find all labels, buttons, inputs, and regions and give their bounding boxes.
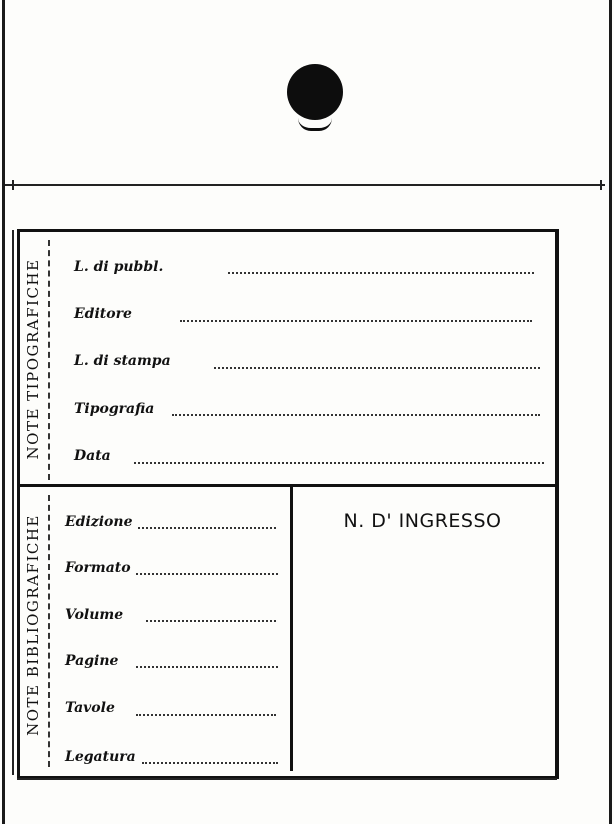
field-line-legatura[interactable]	[142, 762, 278, 764]
field-line-tipografia[interactable]	[172, 414, 540, 416]
card-left-edge	[2, 0, 5, 824]
fold-line	[5, 184, 605, 186]
field-label-edizione: Edizione	[65, 514, 133, 530]
field-label-data: Data	[74, 448, 111, 464]
column-divider	[290, 487, 293, 771]
field-label-legatura: Legatura	[65, 749, 136, 765]
field-line-pagine[interactable]	[136, 666, 278, 668]
field-label-tavole: Tavole	[65, 700, 115, 716]
fold-tick-left	[0, 180, 14, 190]
section-label-note-tipografiche: NOTE TIPOGRAFICHE	[24, 258, 42, 460]
field-line-luogo-stampa[interactable]	[214, 367, 540, 369]
section-label-note-bibliografiche: NOTE BIBLIOGRAFICHE	[24, 514, 42, 736]
label-column-rule-bottom	[48, 495, 50, 767]
field-label-formato: Formato	[65, 560, 131, 576]
card-right-edge	[609, 0, 612, 824]
frame-outer-left-rule	[12, 230, 14, 775]
field-label-luogo-pubblicazione: L. di pubbl.	[74, 259, 164, 275]
numero-ingresso-label: N. D' INGRESSO	[343, 510, 502, 532]
field-line-tavole[interactable]	[136, 714, 276, 716]
field-label-tipografia: Tipografia	[74, 401, 155, 417]
field-line-data[interactable]	[134, 462, 544, 464]
field-line-edizione[interactable]	[138, 527, 276, 529]
label-column-rule-top	[48, 240, 50, 480]
punch-hole	[287, 64, 343, 120]
punch-hole-tear	[298, 118, 332, 131]
field-label-pagine: Pagine	[65, 653, 119, 669]
fold-tick-right	[600, 180, 614, 190]
field-label-editore: Editore	[74, 306, 132, 322]
frame-bottom-rule	[17, 778, 557, 780]
field-line-volume[interactable]	[146, 620, 276, 622]
field-line-luogo-pubblicazione[interactable]	[228, 272, 534, 274]
section-divider	[17, 484, 555, 487]
field-label-luogo-stampa: L. di stampa	[74, 353, 171, 369]
field-label-volume: Volume	[65, 607, 124, 623]
field-line-editore[interactable]	[180, 320, 532, 322]
field-line-formato[interactable]	[136, 573, 278, 575]
